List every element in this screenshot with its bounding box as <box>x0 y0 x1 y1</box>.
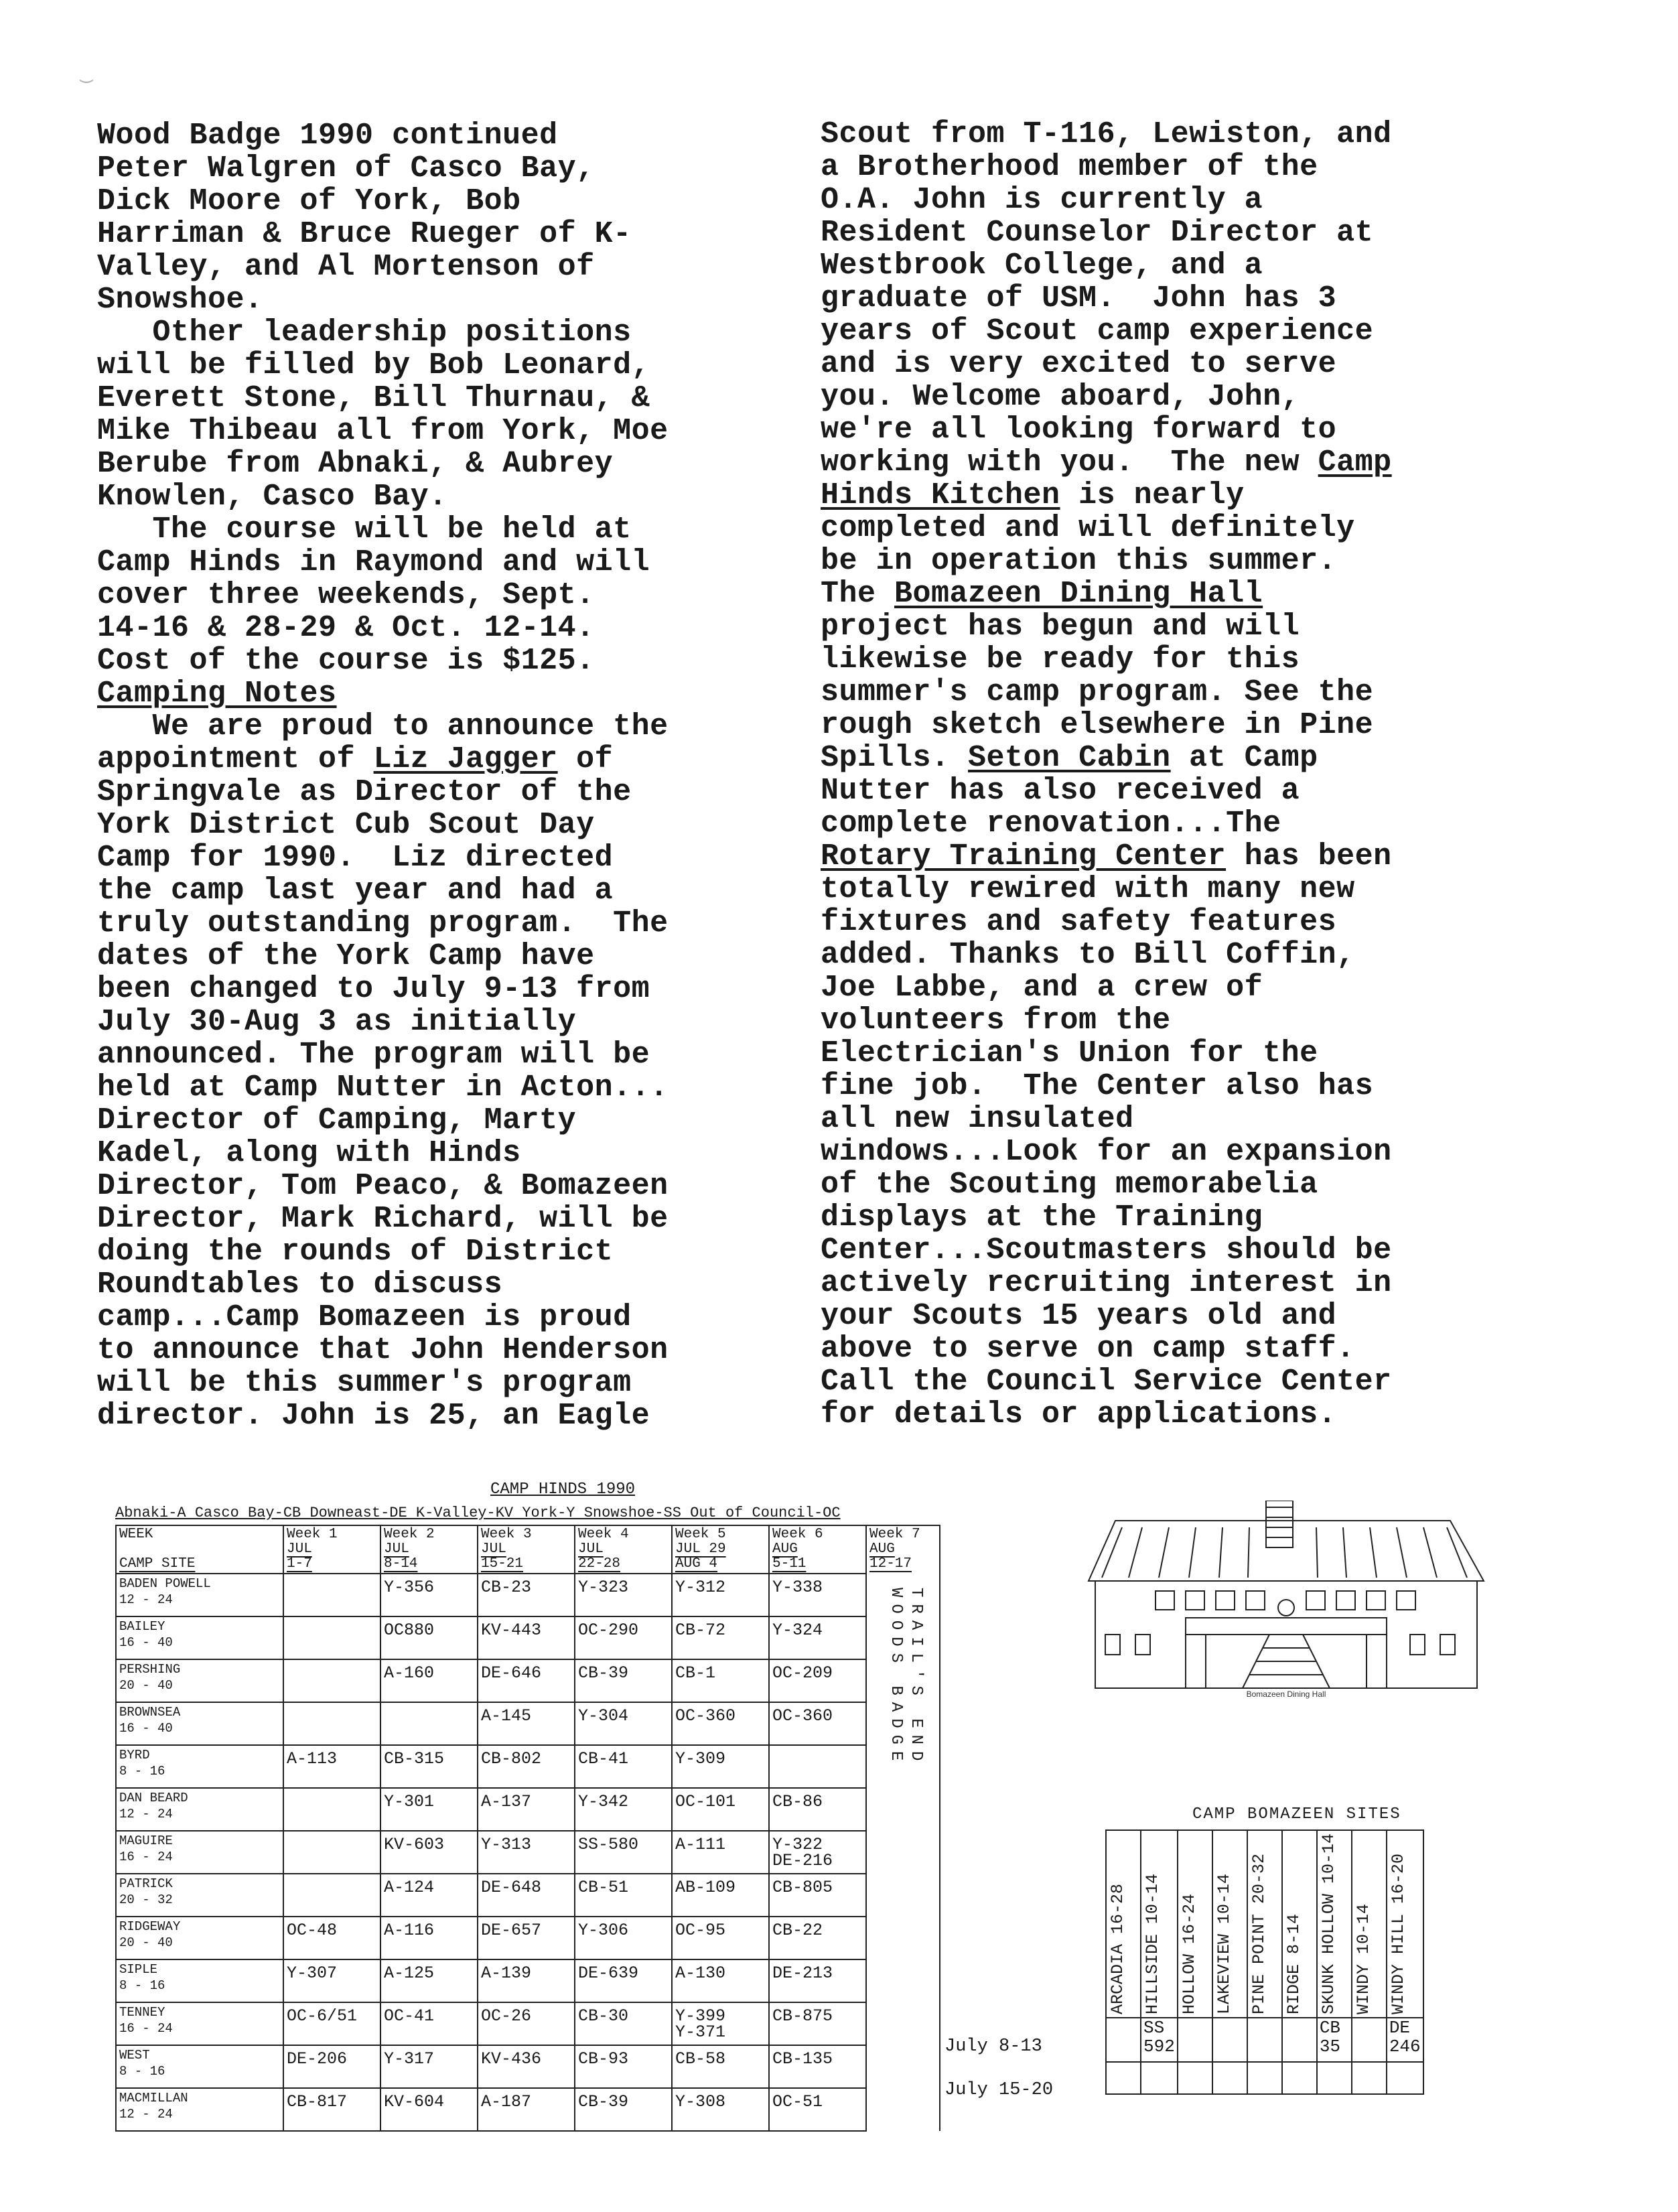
troop-cell <box>1212 2062 1247 2094</box>
troop-cell <box>283 1574 380 1616</box>
camp-site-name: PATRICK 20 - 32 <box>116 1874 283 1917</box>
troop-cell: KV-603 <box>380 1831 478 1874</box>
hinds-title: CAMP HINDS 1990 <box>490 1480 636 1499</box>
site-header: ARCADIA 16-28 <box>1106 1830 1141 2018</box>
week-header-3: Week 3 JUL 15-21 <box>478 1525 575 1574</box>
camp-hinds-kitchen-b: Hinds Kitchen <box>821 478 1060 512</box>
troop-cell: SS-580 <box>575 1831 672 1874</box>
troop-cell <box>1178 2062 1212 2094</box>
table-row <box>116 1788 940 1831</box>
week7-cell <box>866 2088 940 2131</box>
troop-cell: DE-213 <box>769 1959 866 2002</box>
troop-cell: CB-802 <box>478 1745 575 1788</box>
right-paragraph-4: at Camp Nutter has also received a complete renovation...The <box>821 741 1318 841</box>
site-header: WINDY 10-14 <box>1352 1830 1387 2018</box>
troop-cell: OC-209 <box>769 1659 866 1702</box>
hinds-legend: Abnaki-A Casco Bay-CB Downeast-DE K-Valley-KV York-Y Snowshoe-SS Out of Council-OC <box>115 1505 841 1521</box>
camp-site-name: BADEN POWELL 12 - 24 <box>116 1574 283 1616</box>
troop-cell: OC-26 <box>478 2002 575 2045</box>
week-header-6: Week 6 AUG 5-11 <box>769 1525 866 1574</box>
troop-cell: Y-312 <box>672 1574 769 1616</box>
troop-cell <box>1141 2062 1178 2094</box>
troop-cell: CB-93 <box>575 2045 672 2088</box>
troop-cell: Y-356 <box>380 1574 478 1616</box>
table-row <box>116 2045 940 2088</box>
troop-cell: Y-399 Y-371 <box>672 2002 769 2045</box>
right-paragraph-5: has been totally rewired with many new fixtures and safety features added. Thanks to Bill Coffin, Joe Labbe, and a crew of volunteers from the Electrician's Union for the fine job. The Center also has all new insulated windows...Look for an expansion of the Scouting memorabelia displays at the Training Center...Scoutmasters should be actively recruiting interest in your Scouts 15 years old and above to serve on camp staff. Call the Council Service Center for details or applications. <box>821 839 1392 1432</box>
week-header-7: Week 7 AUG 12-17 <box>866 1525 940 1574</box>
troop-cell: A-116 <box>380 1917 478 1959</box>
troop-cell: Y-308 <box>672 2088 769 2131</box>
troop-cell: CB-817 <box>283 2088 380 2131</box>
scan-mark: ‿ <box>80 62 93 85</box>
camp-site-name: BROWNSEA 16 - 40 <box>116 1702 283 1745</box>
table-row <box>116 1831 940 1874</box>
troop-cell: Y-304 <box>575 1702 672 1745</box>
site-header: HILLSIDE 10-14 <box>1141 1830 1178 2018</box>
troop-cell: Y-324 <box>769 1616 866 1659</box>
troop-cell: DE 246 <box>1387 2018 1423 2062</box>
troop-cell <box>1247 2018 1282 2062</box>
troop-cell: A-187 <box>478 2088 575 2131</box>
troop-cell: CB-39 <box>575 1659 672 1702</box>
troop-cell: OC-48 <box>283 1917 380 1959</box>
leadership-paragraph: Other leadership positions will be filled by Bob Leonard, Everett Stone, Bill Thurnau, & Mike Thibeau all from York, Moe Berube from Abnaki, & Aubrey Knowlen, Casco Bay. <box>97 316 669 514</box>
troop-cell: KV-604 <box>380 2088 478 2131</box>
troop-cell <box>769 1745 866 1788</box>
troop-cell: A-130 <box>672 1959 769 2002</box>
troop-cell: KV-436 <box>478 2045 575 2088</box>
table-row <box>116 1917 940 1959</box>
camp-site-name: BYRD 8 - 16 <box>116 1745 283 1788</box>
table-row <box>1106 2018 1423 2062</box>
troop-cell: CB-135 <box>769 2045 866 2088</box>
liz-jagger-name: Liz Jagger <box>373 742 558 776</box>
troop-cell: Y-338 <box>769 1574 866 1616</box>
bomazeen-table <box>1105 1829 1424 2095</box>
camp-site-name: MAGUIRE 16 - 24 <box>116 1831 283 1874</box>
table-row <box>116 1659 940 1702</box>
troop-cell: Y-317 <box>380 2045 478 2088</box>
troop-cell <box>283 1788 380 1831</box>
troop-cell <box>1317 2062 1352 2094</box>
site-header: PINE POINT 20-32 <box>1247 1830 1282 2018</box>
troop-cell: OC880 <box>380 1616 478 1659</box>
week-header-4: Week 4 JUL 22-28 <box>575 1525 672 1574</box>
week7-cell <box>866 1874 940 1917</box>
troop-cell: Y-309 <box>672 1745 769 1788</box>
week7-cell <box>866 1788 940 1831</box>
troop-cell: OC-6/51 <box>283 2002 380 2045</box>
week-header-1: Week 1 JUL 1-7 <box>283 1525 380 1574</box>
troop-cell <box>1106 2062 1141 2094</box>
troop-cell <box>1282 2018 1317 2062</box>
troop-cell: CB-41 <box>575 1745 672 1788</box>
troop-cell: A-113 <box>283 1745 380 1788</box>
sketch-caption: Bomazeen Dining Hall <box>1246 1689 1326 1699</box>
troop-cell <box>283 1702 380 1745</box>
table-row <box>116 1874 940 1917</box>
bomazeen-title: CAMP BOMAZEEN SITES <box>1192 1805 1401 1823</box>
table-row <box>116 1616 940 1659</box>
troop-cell: CB-30 <box>575 2002 672 2045</box>
troop-cell: OC-360 <box>769 1702 866 1745</box>
session-date: July 15-20 <box>945 2080 1054 2100</box>
troop-cell: A-145 <box>478 1702 575 1745</box>
troop-cell <box>283 1616 380 1659</box>
week7-cell <box>866 1959 940 2002</box>
troop-cell: CB-805 <box>769 1874 866 1917</box>
troop-cell: OC-41 <box>380 2002 478 2045</box>
troop-cell <box>1282 2062 1317 2094</box>
table-row <box>116 1574 940 1616</box>
left-column <box>97 119 767 1432</box>
week-header-5: Week 5 JUL 29 AUG 4 <box>672 1525 769 1574</box>
troop-cell: A-111 <box>672 1831 769 1874</box>
table-row <box>116 2002 940 2045</box>
troop-cell: KV-443 <box>478 1616 575 1659</box>
hinds-corner-header: WEEK CAMP SITE <box>116 1525 283 1574</box>
seton-cabin-name: Seton Cabin <box>968 741 1171 775</box>
troop-cell <box>283 1831 380 1874</box>
site-header: HOLLOW 16-24 <box>1178 1830 1212 2018</box>
troop-cell <box>283 1874 380 1917</box>
site-header: SKUNK HOLLOW 10-14 <box>1317 1830 1352 2018</box>
troop-cell <box>283 1659 380 1702</box>
camp-site-name: RIDGEWAY 20 - 40 <box>116 1917 283 1959</box>
hinds-table <box>115 1525 940 2132</box>
troop-cell: Y-323 <box>575 1574 672 1616</box>
camp-site-name: DAN BEARD 12 - 24 <box>116 1788 283 1831</box>
course-paragraph: The course will be held at Camp Hinds in Raymond and will cover three weekends, Sept. 14-16 & 28-29 & Oct. 12-14. Cost of the course is $125. <box>97 512 650 678</box>
troop-cell: Y-307 <box>283 1959 380 2002</box>
troop-cell: SS 592 <box>1141 2018 1178 2062</box>
troop-cell: DE-657 <box>478 1917 575 1959</box>
troop-cell <box>1212 2018 1247 2062</box>
troop-cell: CB-1 <box>672 1659 769 1702</box>
table-row <box>116 1702 940 1745</box>
session-date: July 8-13 <box>945 2036 1042 2057</box>
troop-cell: OC-51 <box>769 2088 866 2131</box>
camp-site-name: MACMILLAN 12 - 24 <box>116 2088 283 2131</box>
camping-notes-heading: Camping Notes <box>97 677 337 711</box>
table-row <box>116 2088 940 2131</box>
troop-cell: OC-95 <box>672 1917 769 1959</box>
site-header: LAKEVIEW 10-14 <box>1212 1830 1247 2018</box>
right-paragraph-1: Scout from T-116, Lewiston, and a Brotherhood member of the O.A. John is currently a Resident Counselor Director at Westbrook College, and a graduate of USM. John has 3 years of Scout camp experience and is very excited to serve you. Welcome aboard, John, we're all looking forward to working with you. The new <box>821 117 1392 480</box>
camp-site-name: BAILEY 16 - 40 <box>116 1616 283 1659</box>
week7-cell <box>866 1831 940 1874</box>
week7-cell <box>866 2002 940 2045</box>
right-paragraph-3: project has begun and will likewise be ready for this summer's camp program. See the rough sketch elsewhere in Pine Spills. <box>821 610 1374 775</box>
table-row <box>116 1745 940 1788</box>
troop-cell: Y-322 DE-216 <box>769 1831 866 1874</box>
troop-cell <box>1387 2062 1423 2094</box>
troop-cell: OC-360 <box>672 1702 769 1745</box>
troop-cell: CB-315 <box>380 1745 478 1788</box>
troop-cell: Y-313 <box>478 1831 575 1874</box>
camp-hinds-kitchen-a: Camp <box>1318 445 1392 480</box>
troop-cell: DE-206 <box>283 2045 380 2088</box>
troop-cell: CB-51 <box>575 1874 672 1917</box>
troop-cell: Y-306 <box>575 1917 672 1959</box>
troop-cell <box>380 1702 478 1745</box>
week-header-2: Week 2 JUL 8-14 <box>380 1525 478 1574</box>
troop-cell: A-125 <box>380 1959 478 2002</box>
rotary-center-name: Rotary Training Center <box>821 839 1227 874</box>
camp-site-name: WEST 8 - 16 <box>116 2045 283 2088</box>
right-column <box>821 118 1490 1431</box>
troop-cell <box>1178 2018 1212 2062</box>
week7-cell <box>866 1917 940 1959</box>
troop-cell <box>1247 2062 1282 2094</box>
site-header: WINDY HILL 16-20 <box>1387 1830 1423 2018</box>
troop-cell: DE-646 <box>478 1659 575 1702</box>
site-header: RIDGE 8-14 <box>1282 1830 1317 2018</box>
troop-cell: A-137 <box>478 1788 575 1831</box>
right-paragraph-2: is nearly completed and will definitely be in operation this summer. The <box>821 478 1355 611</box>
troop-cell: CB-22 <box>769 1917 866 1959</box>
troop-cell: DE-648 <box>478 1874 575 1917</box>
troop-cell: DE-639 <box>575 1959 672 2002</box>
hinds-header-row <box>116 1525 940 1574</box>
troop-cell: A-139 <box>478 1959 575 2002</box>
troop-cell: CB-58 <box>672 2045 769 2088</box>
troop-cell: A-124 <box>380 1874 478 1917</box>
dining-hall-name: Bomazeen Dining Hall <box>894 577 1263 611</box>
troop-cell <box>1106 2018 1141 2062</box>
troop-cell: OC-101 <box>672 1788 769 1831</box>
troop-cell: AB-109 <box>672 1874 769 1917</box>
camping-paragraph-start: We are proud to announce the appointment of <box>97 709 669 776</box>
troop-cell: CB 35 <box>1317 2018 1352 2062</box>
week7-note: TRAIL'S END WOODS BADGE <box>887 1588 925 1768</box>
troop-cell: Y-342 <box>575 1788 672 1831</box>
troop-cell: CB-39 <box>575 2088 672 2131</box>
troop-cell <box>1352 2062 1387 2094</box>
week7-cell <box>866 2045 940 2088</box>
troop-cell: CB-86 <box>769 1788 866 1831</box>
troop-cell <box>1352 2018 1387 2062</box>
table-row <box>1106 2062 1423 2094</box>
troop-cell: Y-301 <box>380 1788 478 1831</box>
troop-cell: CB-23 <box>478 1574 575 1616</box>
camp-site-name: SIPLE 8 - 16 <box>116 1959 283 2002</box>
camping-paragraph-rest: of Springvale as Director of the York District Cub Scout Day Camp for 1990. Liz directed the camp last year and had a truly outstanding program. The dates of the York Camp have been changed to July 9-13 from July 30-Aug 3 as initially announced. The program will be held at Camp Nutter in Acton... Director of Camping, Marty Kadel, along with Hinds Director, Tom Peaco, & Bomazeen Director, Mark Richard, will be doing the rounds of District Roundtables to discuss camp...Camp Bomazeen is proud to announce that John Henderson will be this summer's program director. John is 25, an Eagle <box>97 742 669 1433</box>
wood-badge-paragraph: Wood Badge 1990 continued Peter Walgren of Casco Bay, Dick Moore of York, Bob Harriman & Bruce Rueger of K- Valley, and Al Mortenson of Snowshoe. <box>97 119 632 317</box>
troop-cell: OC-290 <box>575 1616 672 1659</box>
camp-site-name: TENNEY 16 - 24 <box>116 2002 283 2045</box>
camp-site-name: PERSHING 20 - 40 <box>116 1659 283 1702</box>
bomazeen-header-row <box>1106 1830 1423 2018</box>
dining-hall-sketch <box>1075 1501 1497 1702</box>
troop-cell: CB-72 <box>672 1616 769 1659</box>
table-row <box>116 1959 940 2002</box>
troop-cell: A-160 <box>380 1659 478 1702</box>
troop-cell: CB-875 <box>769 2002 866 2045</box>
